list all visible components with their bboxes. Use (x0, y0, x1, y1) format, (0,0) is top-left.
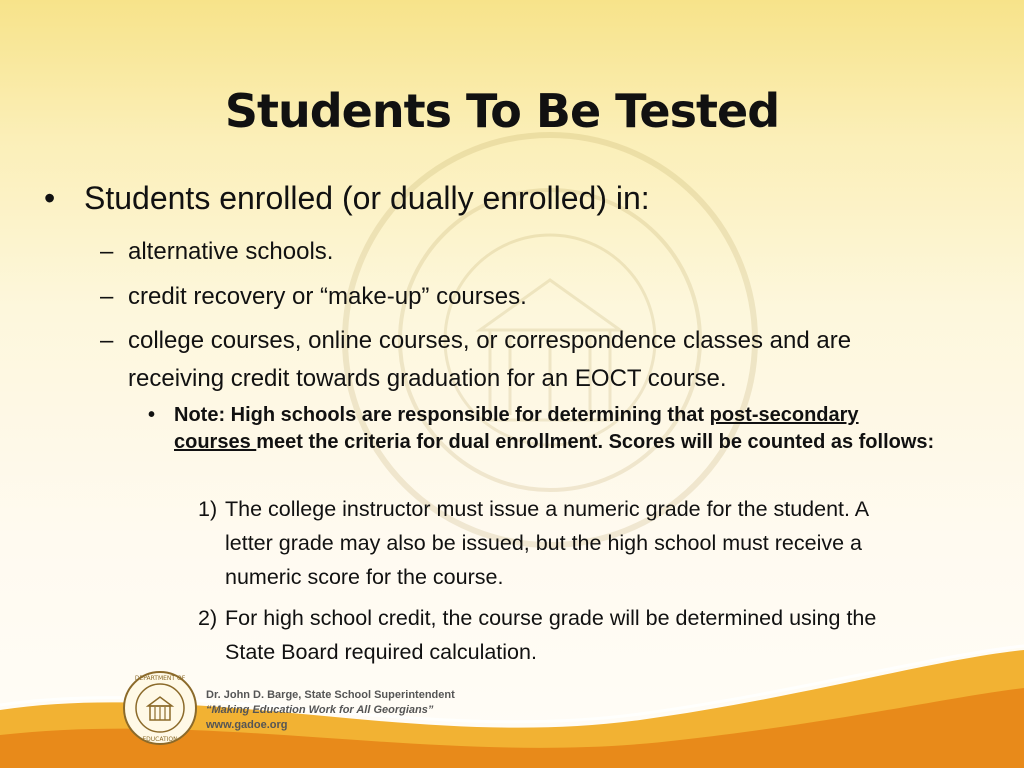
footer-website-link[interactable]: www.gadoe.org (206, 719, 288, 731)
sub-bullet (100, 278, 940, 316)
sub-bullet-text: credit recovery or “make-up” courses. (128, 283, 527, 310)
note-text (174, 402, 938, 456)
footer-slogan: “Making Education Work for All Georgians” (206, 704, 434, 716)
svg-text:EDUCATION: EDUCATION (142, 736, 178, 743)
note-underlined-term: post-secondary courses (174, 404, 859, 453)
sub-bullet (100, 233, 940, 271)
sub-bullet-text: college courses, online courses, or correspondence classes and are receiving credit towards graduation for an EOCT course. (128, 327, 852, 392)
item-text: The college instructor must issue a numeric grade for the student. A letter grade may also be issued, but the high school must receive a numeric score for the course. (225, 497, 868, 589)
note-bullet (148, 402, 938, 456)
note-text-end: meet the criteria for dual enrollment. Scores will be counted as follows: (256, 431, 935, 453)
dash-icon: – (100, 238, 114, 265)
bullet-text: Students enrolled (or dually enrolled) in: (84, 180, 650, 216)
sub-bullet (100, 322, 940, 398)
slide-title: Students To Be Tested (224, 84, 780, 138)
item-number: 2) (198, 606, 218, 630)
bullet-icon: • (44, 180, 56, 216)
dash-icon: – (100, 283, 114, 310)
numbered-item (198, 492, 918, 594)
bullet-icon: • (148, 404, 156, 426)
item-text: For high school credit, the course grade will be determined using the State Board required calculation. (225, 606, 877, 664)
footer-superintendent: Dr. John D. Barge, State School Superintendent (206, 689, 455, 701)
footer-credits (206, 688, 455, 733)
item-number: 1) (198, 497, 218, 521)
svg-text:DEPARTMENT OF: DEPARTMENT OF (134, 675, 186, 682)
department-seal-logo (122, 670, 198, 746)
sub-bullet-text: alternative schools. (128, 238, 334, 265)
note-text-start: Note: High schools are responsible for determining that (174, 404, 710, 426)
dash-icon: – (100, 327, 114, 354)
